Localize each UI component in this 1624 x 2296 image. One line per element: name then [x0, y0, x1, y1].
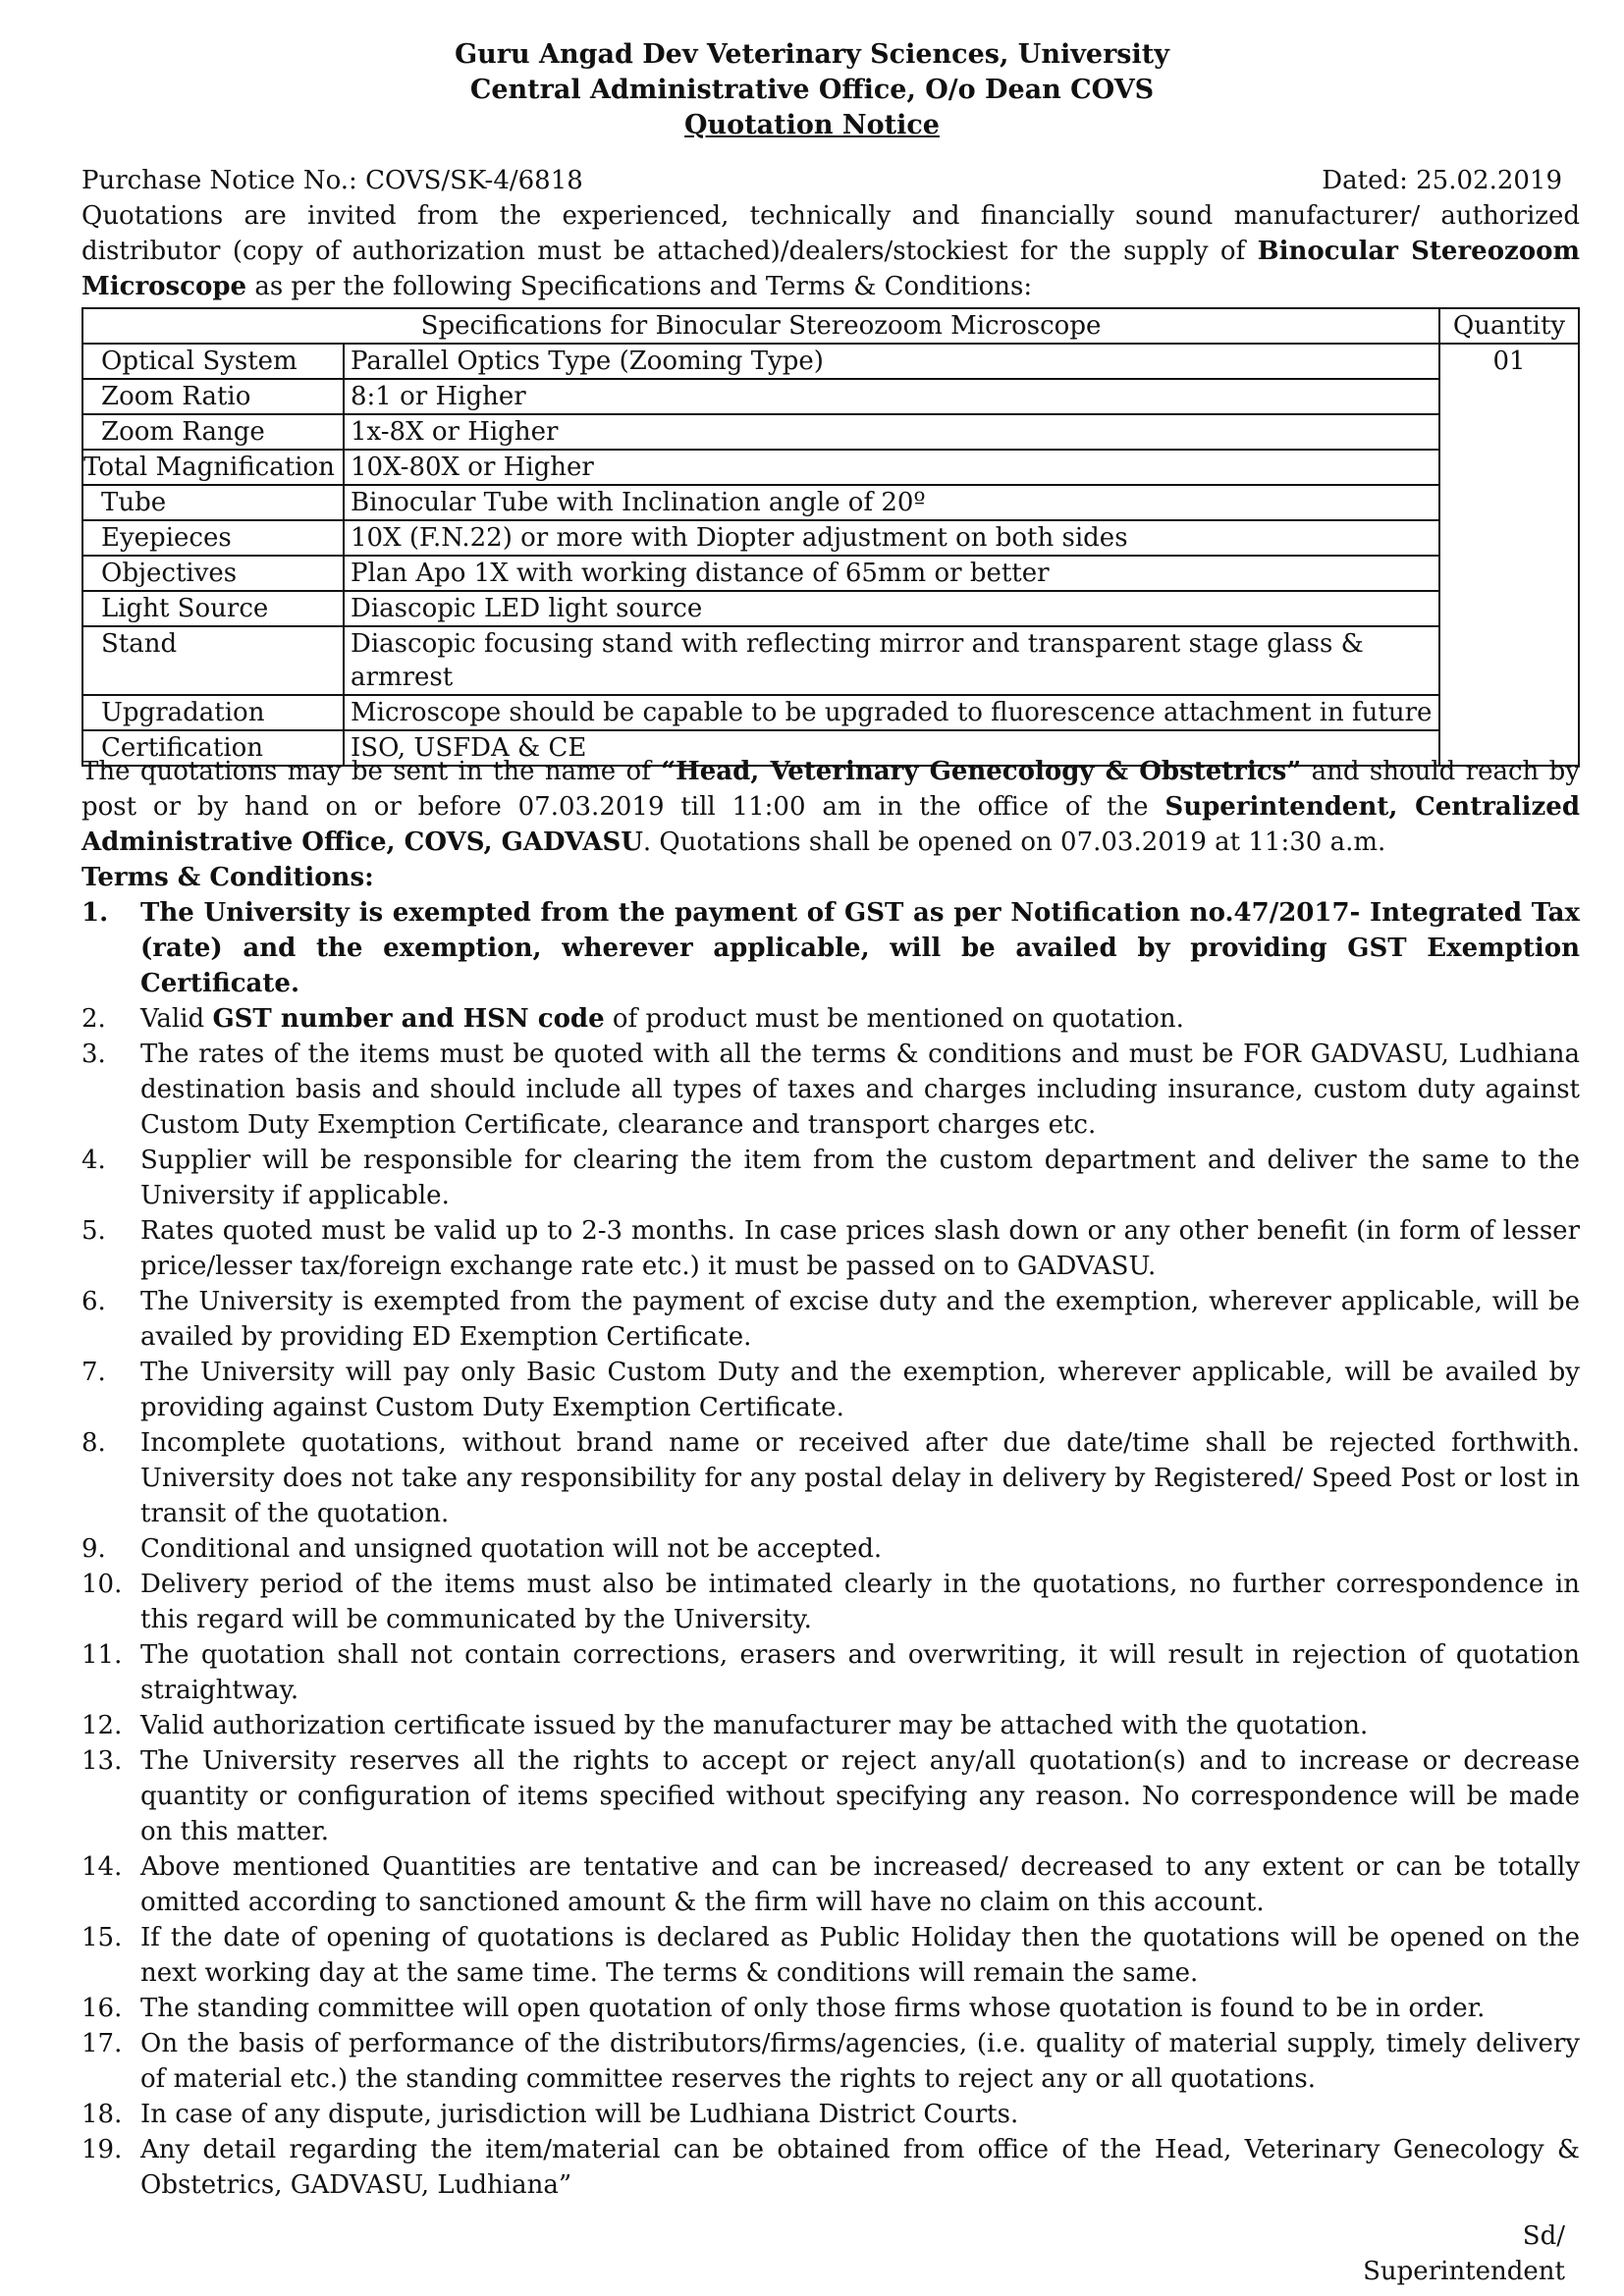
term-text: Valid authorization certificate issued by the manufacturer may be attached with the quotation. [140, 1711, 1369, 1740]
term-text: If the date of opening of quotations is declared as Public Holiday then the quotations will be opened on the next working day at the same time. The terms & conditions will remain the same. [140, 1923, 1580, 1988]
term-number: 4. [81, 1146, 106, 1175]
term-number: 5. [81, 1216, 106, 1246]
table-row [82, 379, 1579, 414]
term-number: 13. [81, 1746, 123, 1776]
list-item [81, 1037, 1580, 1143]
term-text: of product must be mentioned on quotation. [604, 1004, 1184, 1034]
term-number: 3. [81, 1040, 106, 1069]
term-number: 7. [81, 1358, 106, 1387]
terms-list [81, 895, 1580, 2203]
term-text: On the basis of performance of the distributors/firms/agencies, (i.e. quality of material supply, timely delivery of material etc.) the standing committee reserves the rights to reject any or all quotations. [140, 2029, 1580, 2094]
spec-parameter: Objectives [82, 556, 344, 591]
term-text: In case of any dispute, jurisdiction will be Ludhiana District Courts. [140, 2100, 1019, 2129]
spec-value: Microscope should be capable to be upgraded to fluorescence attachment in future [344, 695, 1439, 730]
spec-value: Diascopic LED light source [344, 591, 1439, 626]
spec-value: ISO, USFDA & CE [344, 730, 1439, 766]
notice-date: Dated: 25.02.2019 [1322, 166, 1562, 195]
quantity-header: Quantity [1439, 308, 1579, 344]
spec-value: Binocular Tube with Inclination angle of 20º [344, 485, 1439, 520]
spec-table-header: Specifications for Binocular Stereozoom Microscope [82, 308, 1439, 344]
spec-parameter: Eyepieces [82, 520, 344, 556]
spec-parameter: Certification [82, 730, 344, 766]
university-name: Guru Angad Dev Veterinary Sciences, University [455, 39, 1169, 70]
spec-value: Parallel Optics Type (Zooming Type) [344, 344, 1439, 379]
spec-table-header-row [82, 308, 1579, 344]
term-number: 8. [81, 1428, 106, 1458]
signature-designation: Superintendent [1363, 2257, 1565, 2286]
term-text: Rates quoted must be valid up to 2-3 months. In case prices slash down or any other benefit (in form of lesser price/lesser tax/foreign exchange rate etc.) it must be passed on to GADVASU. [140, 1216, 1580, 1281]
list-item [81, 1743, 1580, 1849]
term-text: Supplier will be responsible for clearing the item from the custom department and deliver the same to the University if applicable. [140, 1146, 1580, 1210]
term-bold-text: GST number and HSN code [212, 1004, 605, 1034]
table-row [82, 414, 1579, 450]
table-row [82, 450, 1579, 485]
table-row [82, 695, 1579, 730]
spec-parameter: Zoom Range [82, 414, 344, 450]
office-name: Central Administrative Office, O/o Dean COVS [469, 75, 1155, 105]
term-text: Incomplete quotations, without brand name or received after due date/time shall be rejected forthwith. University does not take any responsibility for any postal delay in delivery by Registered/ Speed Post or lost in transit of the quotation. [140, 1428, 1580, 1528]
table-row [82, 626, 1579, 695]
list-item [81, 1213, 1580, 1284]
list-item [81, 1284, 1580, 1355]
submission-text-b: and should reach by post or by hand on or before 07.03.2019 till 11:00 am in the office of the [81, 757, 1580, 822]
table-row [82, 344, 1579, 379]
list-item [81, 1355, 1580, 1425]
spec-value: Diascopic focusing stand with reflecting mirror and transparent stage glass & armrest [344, 626, 1439, 695]
term-text: Delivery period of the items must also be intimated clearly in the quotations, no further correspondence in this regard will be communicated by the University. [140, 1570, 1580, 1634]
list-item [81, 1567, 1580, 1637]
term-number: 15. [81, 1923, 123, 1952]
spec-value: 1x-8X or Higher [344, 414, 1439, 450]
term-number: 9. [81, 1534, 106, 1564]
term-text: The University is exempted from the payment of GST as per Notification no.47/2017- Integrated Tax (rate) and the exemption, wherever applicable, will be availed by providing GST Exemption Certificate. [140, 898, 1580, 998]
spec-value: Plan Apo 1X with working distance of 65mm or better [344, 556, 1439, 591]
quantity-value: 01 [1439, 344, 1579, 766]
list-item [81, 1425, 1580, 1531]
submission-office: Superintendent, Centralized Administrative Office, COVS, GADVASU [81, 792, 1581, 857]
term-text: The University will pay only Basic Custom Duty and the exemption, wherever applicable, will be availed by providing against Custom Duty Exemption Certificate. [140, 1358, 1580, 1422]
term-number: 18. [81, 2100, 123, 2129]
list-item [81, 2132, 1580, 2203]
table-row [82, 485, 1579, 520]
term-number: 12. [81, 1711, 123, 1740]
term-number: 11. [81, 1640, 123, 1670]
spec-parameter: Stand [82, 626, 344, 695]
document-header [0, 37, 1624, 143]
signature-block [1363, 2218, 1565, 2289]
term-number: 1. [81, 898, 109, 928]
list-item [81, 2097, 1580, 2132]
list-item [81, 1849, 1580, 1920]
term-number: 6. [81, 1287, 106, 1316]
submission-text-a: The quotations may be sent in the name of [81, 757, 662, 786]
submission-text-c: . Quotations shall be opened on 07.03.2019 at 11:30 a.m. [642, 828, 1386, 857]
term-text: Conditional and unsigned quotation will not be accepted. [140, 1534, 883, 1564]
list-item [81, 1920, 1580, 1991]
intro-text-a: Quotations are invited from the experienced, technically and financially sound manufacturer/ authorized distributor (copy of authorization must be attached)/dealers/stockiest for the supply of [81, 201, 1580, 266]
notice-title: Quotation Notice [684, 110, 940, 140]
spec-parameter: Light Source [82, 591, 344, 626]
spec-value: 10X (F.N.22) or more with Diopter adjustment on both sides [344, 520, 1439, 556]
term-number: 17. [81, 2029, 123, 2058]
signature-sd: Sd/ [1522, 2221, 1565, 2251]
specifications-table [81, 307, 1580, 767]
spec-parameter: Zoom Ratio [82, 379, 344, 414]
list-item [81, 2026, 1580, 2097]
term-number: 10. [81, 1570, 123, 1599]
term-number: 19. [81, 2135, 123, 2164]
term-text: Any detail regarding the item/material can be obtained from office of the Head, Veterinary Genecology & Obstetrics, GADVASU, Ludhiana” [140, 2135, 1580, 2200]
term-text: Above mentioned Quantities are tentative and can be increased/ decreased to any extent or can be totally omitted according to sanctioned amount & the firm will have no claim on this account. [140, 1852, 1580, 1917]
term-text: The University is exempted from the payment of excise duty and the exemption, wherever applicable, will be availed by providing ED Exemption Certificate. [140, 1287, 1580, 1352]
term-text: The rates of the items must be quoted with all the terms & conditions and must be FOR GADVASU, Ludhiana destination basis and should include all types of taxes and charges including insurance, custom duty against Custom Duty Exemption Certificate, clearance and transport charges etc. [140, 1040, 1580, 1140]
table-row [82, 591, 1579, 626]
table-row [82, 520, 1579, 556]
table-row [82, 556, 1579, 591]
list-item [81, 1143, 1580, 1213]
term-number: 2. [81, 1004, 106, 1034]
list-item [81, 1637, 1580, 1708]
list-item [81, 895, 1580, 1001]
spec-value: 8:1 or Higher [344, 379, 1439, 414]
list-item [81, 1991, 1580, 2026]
spec-parameter: Optical System [82, 344, 344, 379]
list-item [81, 1531, 1580, 1567]
term-number: 16. [81, 1994, 123, 2023]
intro-paragraph [81, 198, 1580, 304]
spec-parameter: Tube [82, 485, 344, 520]
submission-paragraph [81, 754, 1580, 860]
spec-parameter: Total Magnification [82, 450, 344, 485]
list-item [81, 1708, 1580, 1743]
terms-title: Terms & Conditions: [81, 863, 374, 892]
submission-addressee: “Head, Veterinary Genecology & Obstetrics” [661, 757, 1302, 786]
notice-meta-row [81, 163, 1562, 198]
term-number: 14. [81, 1852, 123, 1882]
term-text: The University reserves all the rights to accept or reject any/all quotation(s) and to increase or decrease quantity or configuration of items specified without specifying any reason. No correspondence will be made on this matter. [140, 1746, 1580, 1846]
purchase-notice-number: Purchase Notice No.: COVS/SK-4/6818 [81, 166, 583, 195]
list-item [81, 1001, 1580, 1037]
intro-text-b: as per the following Specifications and Terms & Conditions: [246, 272, 1033, 301]
spec-value: 10X-80X or Higher [344, 450, 1439, 485]
spec-parameter: Upgradation [82, 695, 344, 730]
term-text: Valid [140, 1004, 213, 1034]
intro-item-name: Binocular Stereozoom Microscope [81, 237, 1580, 301]
term-text: The standing committee will open quotation of only those firms whose quotation is found to be in order. [140, 1994, 1486, 2023]
term-text: The quotation shall not contain corrections, erasers and overwriting, it will result in rejection of quotation straightway. [140, 1640, 1580, 1705]
